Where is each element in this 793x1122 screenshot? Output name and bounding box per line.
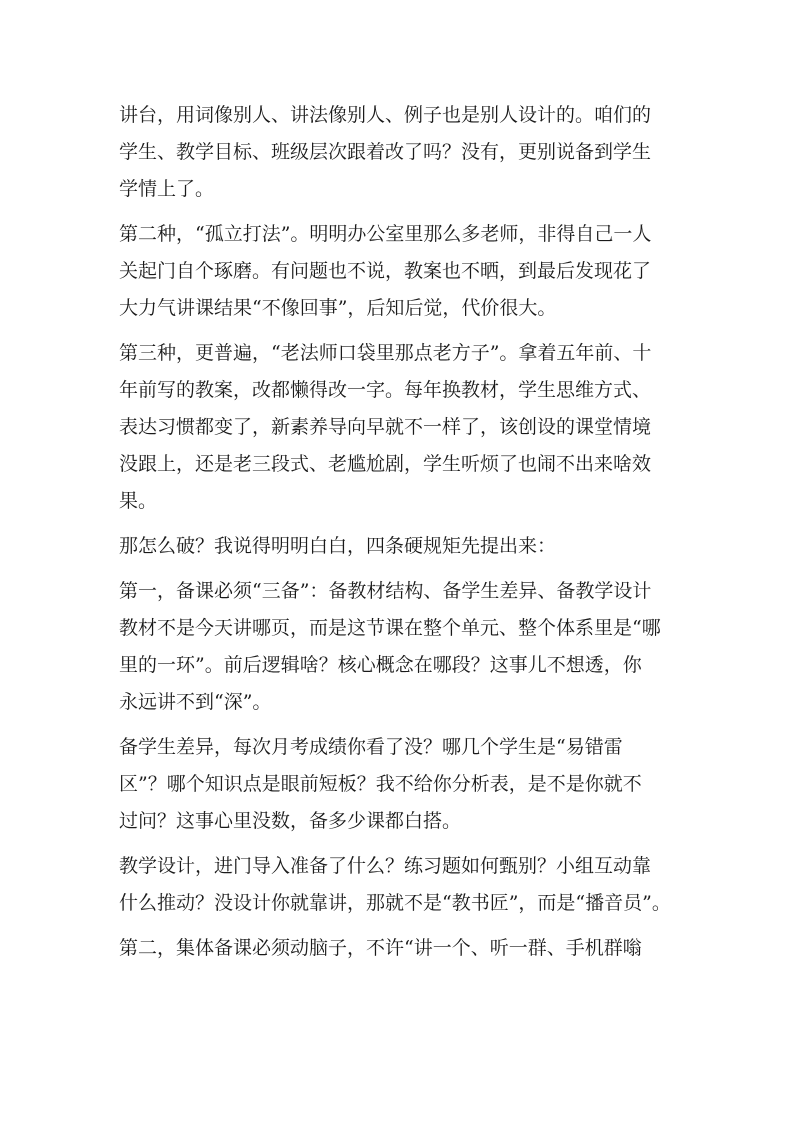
paragraph: [119, 528, 674, 565]
text-line: 学情上了。: [119, 178, 215, 200]
text-line: 关起门自个琢磨。有问题也不说，教案也不晒，到最后发现花了: [119, 260, 652, 282]
text-line: 那怎么破？我说得明明白白，四条硬规矩先提出来：: [119, 535, 557, 557]
paragraph: [119, 335, 674, 520]
text-line: 过问？这事心里没数，备多少课都白搭。: [119, 810, 462, 832]
text-line: 教学设计，进门导入准备了什么？练习题如何甄别？小组互动靠: [119, 855, 652, 877]
paragraph: [119, 729, 674, 840]
text-line: 第二，集体备课必须动脑子，不许“讲一个、听一群、手机群嗡: [119, 937, 642, 959]
text-line: 区”？哪个知识点是眼前短板？我不给你分析表，是不是你就不: [119, 773, 642, 795]
text-line: 什么推动？没设计你就靠讲，那就不是“教书匠”，而是“播音员”。: [119, 892, 671, 914]
text-line: 里的一环”。前后逻辑啥？核心概念在哪段？这事儿不想透，你: [119, 654, 642, 676]
text-line: 学生、教学目标、班级层次跟着改了吗？没有，更别说备到学生: [119, 141, 652, 163]
text-line: 讲台，用词像别人、讲法像别人、例子也是别人设计的。咱们的: [119, 104, 652, 126]
text-line: 果。: [119, 490, 158, 512]
text-line: 大力气讲课结果“不像回事”，后知后觉，代价很大。: [119, 297, 557, 319]
text-line: 第二种，“孤立打法”。明明办公室里那么多老师，非得自己一人: [119, 223, 652, 245]
text-line: 第三种，更普遍，“老法师口袋里那点老方子”。拿着五年前、十: [119, 342, 652, 364]
text-line: 没跟上，还是老三段式、老尴尬剧，学生听烦了也闹不出来啥效: [119, 453, 652, 475]
text-line: 表达习惯都变了，新素养导向早就不一样了，该创设的课堂情境: [119, 416, 652, 438]
text-line: 备学生差异，每次月考成绩你看了没？哪几个学生是“易错雷: [119, 736, 623, 758]
paragraph: [119, 930, 674, 967]
text-line: 教材不是今天讲哪页，而是这节课在整个单元、整个体系里是“哪: [119, 617, 661, 639]
paragraph: [119, 97, 674, 208]
paragraph: [119, 848, 674, 922]
paragraph: [119, 573, 674, 721]
text-line: 年前写的教案，改都懒得改一字。每年换教材，学生思维方式、: [119, 379, 652, 401]
text-line: 第一，备课必须“三备”：备教材结构、备学生差异、备教学设计: [119, 580, 652, 602]
paragraph: [119, 216, 674, 327]
text-line: 永远讲不到“深”。: [119, 691, 272, 713]
